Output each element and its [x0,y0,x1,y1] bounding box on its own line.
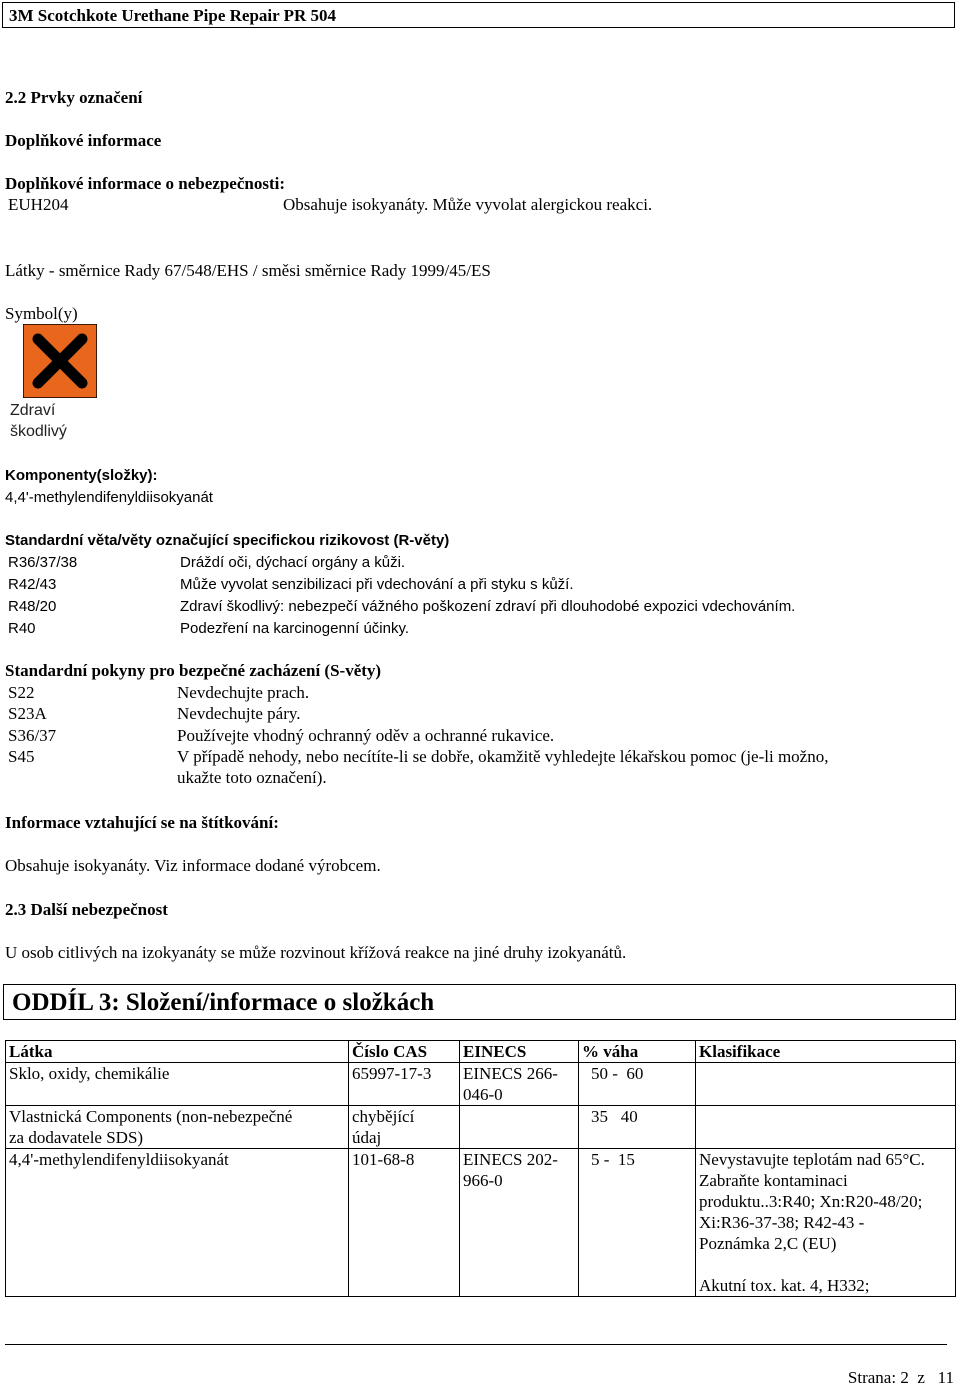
cell-spacer [699,1254,952,1275]
r-phrase-code: R36/37/38 [8,554,78,571]
classification-cell [696,1063,956,1106]
weight-cell: 35 40 [579,1106,696,1149]
weight-cell: 50 - 60 [579,1063,696,1106]
harmful-x-icon [23,324,97,398]
r-phrase-code: R40 [8,620,36,637]
r-phrase-text: Zdraví škodlivý: nebezpečí vážného poškození zdraví při dlouhodobé expozici vdechováním. [180,598,796,615]
symbols-heading: Symbol(y) [5,304,78,323]
s-phrase-code: S45 [8,747,35,766]
s-phrase-code: S22 [8,683,35,702]
directive-text: Látky - směrnice Rady 67/548/EHS / směsi směrnice Rady 1999/45/ES [5,261,491,280]
s-phrase-text-continued: ukažte toto označení). [177,768,327,787]
s-phrase-code: S23A [8,704,47,723]
substance-cell [6,1149,349,1297]
einecs-cell [460,1063,579,1106]
supplementary-heading: Doplňkové informace [5,131,162,150]
cell-line: produktu..3:R40; Xn:R20-48/20; [699,1192,923,1211]
substance-cell [6,1106,349,1149]
substance-cell [6,1063,349,1106]
einecs-cell [460,1149,579,1297]
r-phrase-text: Může vyvolat senzibilizaci při vdechování a při styku s kůží. [180,576,574,593]
cell-line: 4,4'-methylendifenyldiisokyanát [9,1150,229,1169]
page-number: Strana: 2 z 11 [847,1368,954,1387]
weight-cell: 5 - 15 [579,1149,696,1297]
section-2-3-heading: 2.3 Další nebezpečnost [5,900,168,919]
cell-line: chybějící [352,1107,415,1126]
labeling-heading: Informace vztahující se na štítkování: [5,813,279,832]
cell-line: 65997-17-3 [352,1064,432,1083]
s-phrase-text: Používejte vhodný ochranný oděv a ochranné rukavice. [177,726,555,745]
components-heading: Komponenty(složky): [5,467,158,484]
cell-line: Zabraňte kontaminaci [699,1171,848,1190]
section-2-2-heading: 2.2 Prvky označení [5,88,143,107]
section-3-header [3,984,956,1020]
column-header: Číslo CAS [349,1041,460,1063]
r-phrase-text: Dráždí oči, dýchací orgány a kůži. [180,554,406,571]
column-header: Klasifikace [696,1041,956,1063]
s-phrase-text: Nevdechujte prach. [177,683,310,702]
s-phrase-text: V případě nehody, nebo necítíte-li se dobře, okamžitě vyhledejte lékařskou pomoc (je-li možno, [177,747,829,766]
classification-cell [696,1149,956,1297]
s-phrase-code: S36/37 [8,726,57,745]
hazard-label-line2: škodlivý [10,423,67,440]
supplementary-hazard-heading: Doplňkové informace o nebezpečnosti: [5,174,286,193]
cell-line: za dodavatele SDS) [9,1128,144,1147]
document-header [2,2,955,28]
cell-line: Akutní tox. kat. 4, H332; [699,1276,870,1295]
table-row [6,1149,956,1297]
section-2-3-text: U osob citlivých na izokyanáty se může rozvinout křížová reakce na jiné druhy izokyanátů. [5,943,627,962]
components-value: 4,4'-methylendifenyldiisokyanát [5,489,213,506]
r-phrases-heading: Standardní věta/věty označující specifickou rizikovost (R-věty) [5,532,450,549]
cell-line: EINECS 266- [463,1064,558,1083]
cell-line: údaj [352,1128,382,1147]
column-header: Látka [6,1041,349,1063]
table-header-row [6,1041,956,1063]
cas-cell [349,1149,460,1297]
table-row [6,1106,956,1149]
table-row [6,1063,956,1106]
euh-code: EUH204 [8,195,69,214]
column-header: EINECS [460,1041,579,1063]
section-3-title: ODDÍL 3: Složení/informace o složkách [12,989,435,1016]
cas-cell [349,1106,460,1149]
cell-line: Vlastnická Components (non-nebezpečné [9,1107,293,1126]
cell-line: Nevystavujte teplotám nad 65°C. [699,1150,925,1169]
cell-line: EINECS 202- [463,1150,558,1169]
footer-divider [5,1344,947,1345]
labeling-text: Obsahuje isokyanáty. Viz informace dodané výrobcem. [5,856,381,875]
euh-text: Obsahuje isokyanáty. Může vyvolat alergickou reakci. [283,195,653,214]
cell-line: 101-68-8 [352,1150,415,1169]
cell-line: Xi:R36-37-38; R42-43 - [699,1213,865,1232]
cas-cell [349,1063,460,1106]
hazard-label-line1: Zdraví [10,402,56,419]
s-phrase-text: Nevdechujte páry. [177,704,301,723]
classification-cell [696,1106,956,1149]
cell-line: 966-0 [463,1171,503,1190]
s-phrases-heading: Standardní pokyny pro bezpečné zacházení (S-věty) [5,661,382,680]
r-phrase-code: R42/43 [8,576,57,593]
cell-line: 046-0 [463,1085,503,1104]
r-phrase-code: R48/20 [8,598,57,615]
product-title: 3M Scotchkote Urethane Pipe Repair PR 504 [9,6,337,25]
r-phrase-text: Podezření na karcinogenní účinky. [180,620,410,637]
composition-table [5,1040,956,1297]
cell-line: Poznámka 2,C (EU) [699,1234,837,1253]
column-header: % váha [579,1041,696,1063]
einecs-cell [460,1106,579,1149]
cell-line: Sklo, oxidy, chemikálie [9,1064,170,1083]
